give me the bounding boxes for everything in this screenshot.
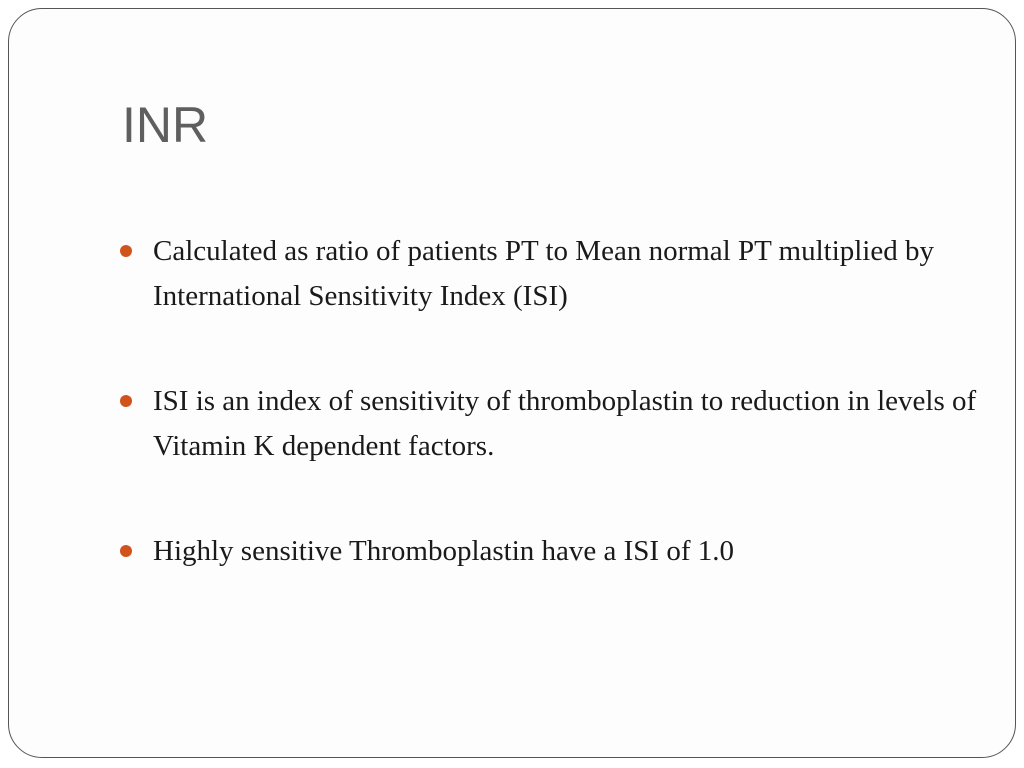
bullet-item <box>119 229 999 319</box>
bullet-dot-icon <box>120 395 132 407</box>
bullet-dot-icon <box>120 545 132 557</box>
bullet-list <box>119 229 999 634</box>
bullet-dot-icon <box>120 245 132 257</box>
bullet-text: Highly sensitive Thromboplastin have a ISI of 1.0 <box>153 535 734 567</box>
bullet-text: Calculated as ratio of patients PT to Mean normal PT multiplied by International Sensitivity Index (ISI) <box>153 235 934 312</box>
bullet-item <box>119 529 999 574</box>
bullet-item <box>119 379 999 469</box>
bullet-text: ISI is an index of sensitivity of thromboplastin to reduction in levels of Vitamin K dependent factors. <box>153 385 977 462</box>
slide-frame <box>8 8 1016 758</box>
slide-title: INR <box>122 97 209 153</box>
